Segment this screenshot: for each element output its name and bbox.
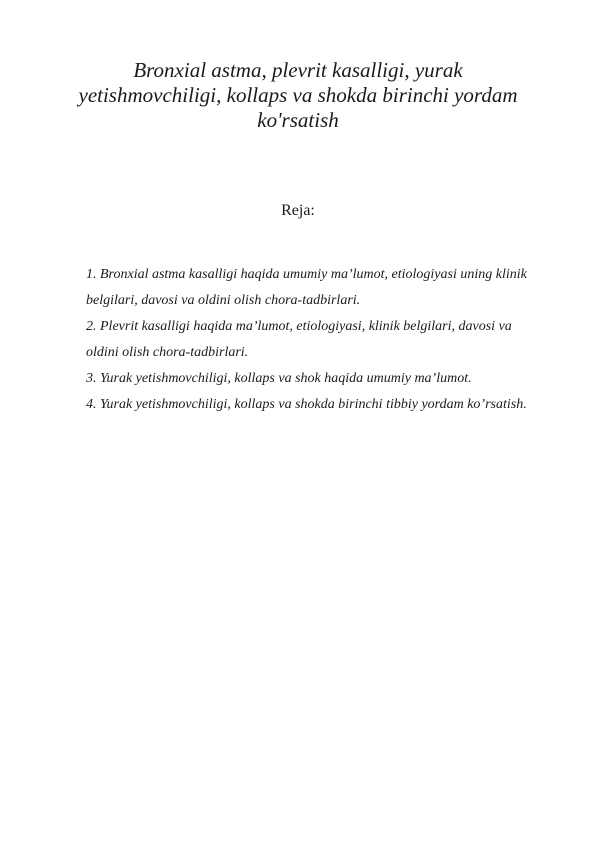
plan-list bbox=[86, 262, 546, 418]
plan-item-2: 2. Plevrit kasalligi haqida ma’lumot, etiologiyasi, klinik belgilari, davosi va oldini olish chora-tadbirlari. bbox=[86, 319, 512, 360]
plan-heading: Reja: bbox=[281, 202, 315, 219]
plan-item-4: 4. Yurak yetishmovchiligi, kollaps va shokda birinchi tibbiy yordam ko’rsatish. bbox=[86, 397, 527, 412]
plan-item-1: 1. Bronxial astma kasalligi haqida umumiy ma’lumot, etiologiyasi uning klinik belgilari, davosi va oldini olish chora-tadbirlari. bbox=[86, 267, 527, 308]
plan-item-3: 3. Yurak yetishmovchiligi, kollaps va shok haqida umumiy ma’lumot. bbox=[86, 371, 472, 386]
document-title: Bronxial astma, plevrit kasalligi, yurak yetishmovchiligi, kollaps va shokda birinchi yordam ko'rsatish bbox=[78, 58, 518, 132]
